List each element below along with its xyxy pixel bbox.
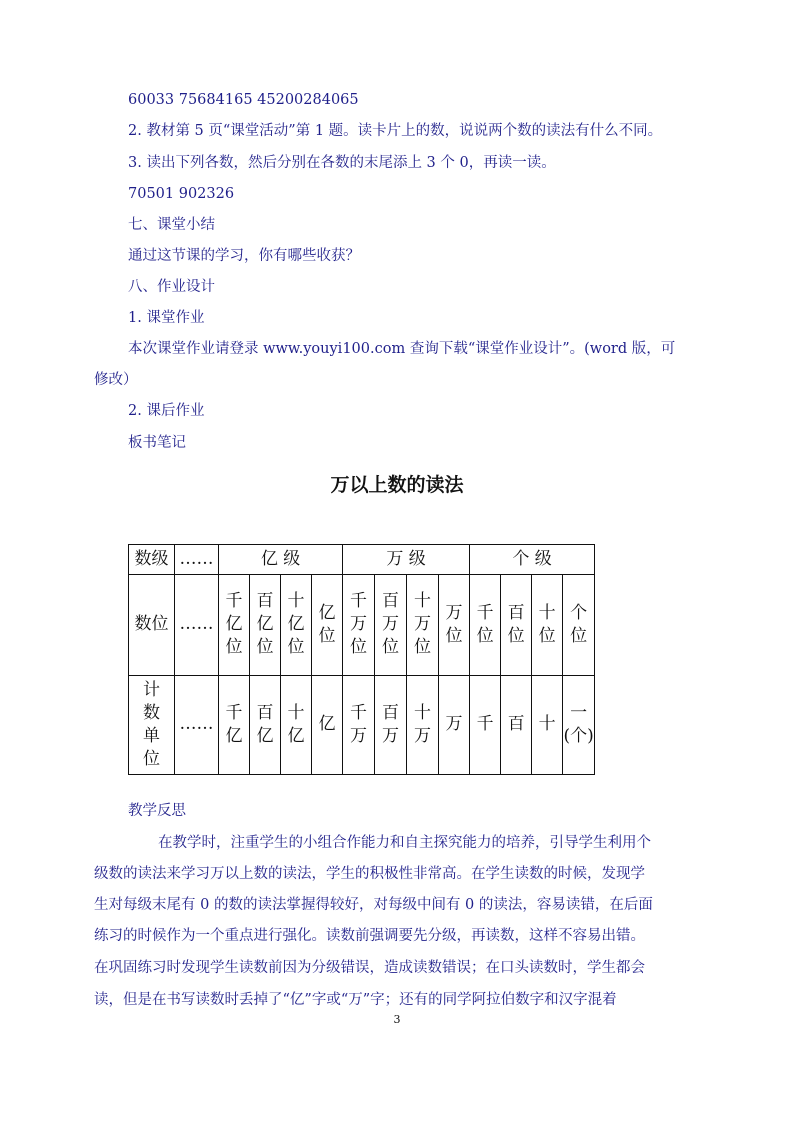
number-list-2: 70501 902326	[128, 186, 235, 202]
unit-cell: 千 万	[343, 675, 375, 774]
table-row	[129, 545, 595, 575]
reflection-line: 练习的时候作为一个重点进行强化。读数前强调要先分级，再读数，这样不容易出错。	[94, 928, 645, 944]
place-cell: 十 位	[532, 575, 563, 675]
group-ge: 个 级	[470, 545, 595, 575]
page-number: 3	[393, 1013, 401, 1026]
unit-cell: 千 亿	[219, 675, 250, 774]
unit-cell: 百 万	[375, 675, 407, 774]
unit-cell: 亿	[312, 675, 343, 774]
place-cell: 千 万 位	[343, 575, 375, 675]
number-list-1: 60033 75684165 45200284065	[128, 92, 359, 108]
board-notes-heading: 板书笔记	[128, 435, 186, 451]
homework-class-text: 本次课堂作业请登录 www.youyi100.com 查询下载“课堂作业设计”。(word 版，可	[128, 341, 676, 357]
reflection-line: 级数的读法来学习万以上数的读法，学生的积极性非常高。在学生读数的时候，发现学	[94, 866, 645, 882]
table-row	[129, 575, 595, 675]
unit-cell: 十 亿	[281, 675, 312, 774]
unit-cell: 百 亿	[250, 675, 281, 774]
ellipsis-cell: ……	[175, 545, 219, 575]
unit-cell: 十 万	[407, 675, 439, 774]
homework-after-class-heading: 2. 课后作业	[128, 403, 205, 419]
place-value-table	[128, 544, 595, 775]
row-label-level: 数级	[129, 545, 175, 575]
reflection-line: 生对每级末尾有 0 的数的读法掌握得较好，对每级中间有 0 的读法，容易读错，在后面	[94, 897, 653, 913]
place-cell: 万 位	[439, 575, 470, 675]
place-cell: 十 万 位	[407, 575, 439, 675]
unit-cell: 百	[501, 675, 532, 774]
homework-class-heading: 1. 课堂作业	[128, 310, 205, 326]
place-cell: 百 亿 位	[250, 575, 281, 675]
place-cell: 千 亿 位	[219, 575, 250, 675]
summary-question: 通过这节课的学习，你有哪些收获？	[128, 248, 360, 264]
group-wan: 万 级	[343, 545, 470, 575]
board-title: 万以上数的读法	[330, 474, 464, 496]
place-cell: 个 位	[563, 575, 595, 675]
table-row	[129, 675, 595, 774]
exercise-item-2: 2. 教材第 5 页“课堂活动”第 1 题。读卡片上的数，说说两个数的读法有什么不同。	[128, 123, 663, 139]
row-label-unit: 计 数 单 位	[129, 675, 175, 774]
ellipsis-cell: ……	[175, 675, 219, 774]
place-cell: 十 亿 位	[281, 575, 312, 675]
section-heading-summary: 七、课堂小结	[128, 217, 215, 233]
row-label-place: 数位	[129, 575, 175, 675]
reflection-heading: 教学反思	[128, 803, 186, 819]
ellipsis-cell: ……	[175, 575, 219, 675]
unit-cell: 一 (个)	[563, 675, 595, 774]
homework-class-text-cont: 修改）	[94, 372, 138, 388]
reflection-line: 在教学时，注重学生的小组合作能力和自主探究能力的培养，引导学生利用个	[158, 835, 651, 851]
section-heading-homework: 八、作业设计	[128, 279, 215, 295]
group-yi: 亿 级	[219, 545, 343, 575]
unit-cell: 十	[532, 675, 563, 774]
place-cell: 亿 位	[312, 575, 343, 675]
exercise-item-3: 3. 读出下列各数，然后分别在各数的末尾添上 3 个 0，再读一读。	[128, 155, 556, 171]
reflection-line: 在巩固练习时发现学生读数前因为分级错误，造成读数错误；在口头读数时，学生都会	[94, 960, 645, 976]
unit-cell: 万	[439, 675, 470, 774]
unit-cell: 千	[470, 675, 501, 774]
reflection-line: 读，但是在书写读数时丢掉了“亿”字或“万”字；还有的同学阿拉伯数字和汉字混着	[94, 992, 617, 1008]
place-cell: 百 万 位	[375, 575, 407, 675]
place-cell: 千 位	[470, 575, 501, 675]
place-cell: 百 位	[501, 575, 532, 675]
